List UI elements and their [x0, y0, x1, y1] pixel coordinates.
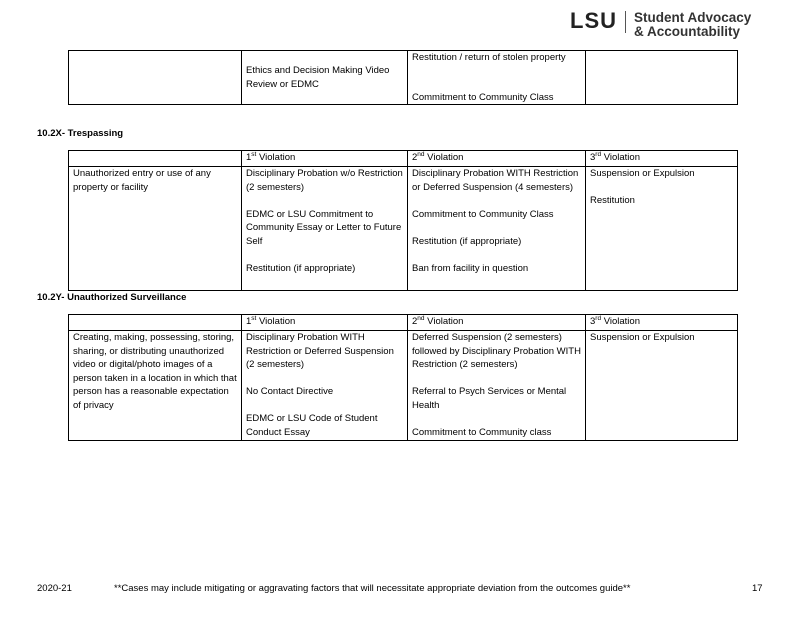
table-row — [69, 167, 738, 291]
sanction-text: Restitution — [590, 195, 635, 206]
sanction-text: Restitution (if appropriate) — [246, 262, 356, 274]
sanction-text: Deferred Suspension (2 semesters) followed by Disciplinary Probation WITH Restriction (2 semesters) — [412, 332, 581, 370]
third-violation-cell — [586, 167, 738, 291]
sanction-text: Commitment to Community class — [412, 426, 552, 438]
footer-note: **Cases may include mitigating or aggravating factors that will necessitate appropriate deviation from the outcomes guide** — [114, 583, 631, 594]
continuation-table — [68, 50, 738, 105]
footer-year: 2020-21 — [37, 583, 72, 594]
logo-line-2: & Accountability — [634, 24, 741, 39]
header-third-violation: 3rd Violation — [586, 315, 738, 331]
section-heading-surveillance: 10.2Y- Unauthorized Surveillance — [37, 292, 187, 303]
sanction-text: Suspension or Expulsion — [590, 332, 695, 343]
sanction-text: EDMC or LSU Code of Student Conduct Essay — [246, 413, 378, 438]
sanction-text: Referral to Psych Services or Mental Health — [412, 386, 567, 411]
header-second-violation: 2nd Violation — [408, 315, 586, 331]
first-violation-cell — [242, 331, 408, 441]
sanction-text: Commitment to Community Class — [412, 208, 554, 220]
sanction-text: Disciplinary Probation WITH Restriction or Deferred Suspension (4 semesters) — [412, 168, 579, 193]
second-violation-cell — [408, 51, 586, 105]
header-first-violation: 1st Violation — [242, 315, 408, 331]
second-violation-cell — [408, 167, 586, 291]
header-row — [69, 151, 738, 167]
header-third-violation: 3rd Violation — [586, 151, 738, 167]
sanction-text: Ban from facility in question — [412, 262, 529, 274]
header-first-violation: 1st Violation — [242, 151, 408, 167]
first-violation-cell — [242, 167, 408, 291]
second-violation-cell — [408, 331, 586, 441]
surveillance-table — [68, 314, 738, 441]
behavior-cell: Unauthorized entry or use of any property or facility — [69, 167, 242, 291]
sanction-text: Commitment to Community Class — [412, 91, 554, 103]
logo-line-1: Student Advocacy — [634, 10, 752, 25]
lsu-logo — [570, 8, 752, 45]
sanction-text: Suspension or Expulsion — [590, 168, 695, 179]
sanction-text: Restitution / return of stolen property — [412, 52, 566, 63]
logo-mark: LSU — [570, 8, 617, 33]
third-violation-cell — [586, 331, 738, 441]
table-row — [69, 51, 738, 105]
first-violation-cell — [242, 51, 408, 105]
trespassing-table — [68, 150, 738, 291]
table-row — [69, 331, 738, 441]
header-cell-empty — [69, 151, 242, 167]
section-heading-trespassing: 10.2X- Trespassing — [37, 128, 124, 139]
header-second-violation: 2nd Violation — [408, 151, 586, 167]
behavior-cell — [69, 51, 242, 105]
page-number: 17 — [752, 583, 763, 594]
behavior-cell: Creating, making, possessing, storing, sharing, or distributing unauthorized video or digital/photo images of a person taken in a location in which that person has a reasonable expectation of privacy — [69, 331, 242, 441]
sanction-text: Disciplinary Probation WITH Restriction or Deferred Suspension (2 semesters) — [246, 332, 394, 370]
sanction-text: Restitution (if appropriate) — [412, 235, 522, 247]
sanction-text: Disciplinary Probation w/o Restriction (2 semesters) — [246, 168, 403, 193]
header-row — [69, 315, 738, 331]
third-violation-cell — [586, 51, 738, 105]
logo-department — [634, 11, 751, 39]
sanction-text: EDMC or LSU Commitment to Community Essay or Letter to Future Self — [246, 208, 402, 247]
header-cell-empty — [69, 315, 242, 331]
sanction-text: No Contact Directive — [246, 386, 334, 397]
sanction-text: Ethics and Decision Making Video Review or EDMC — [246, 65, 390, 90]
logo-divider — [625, 11, 626, 33]
